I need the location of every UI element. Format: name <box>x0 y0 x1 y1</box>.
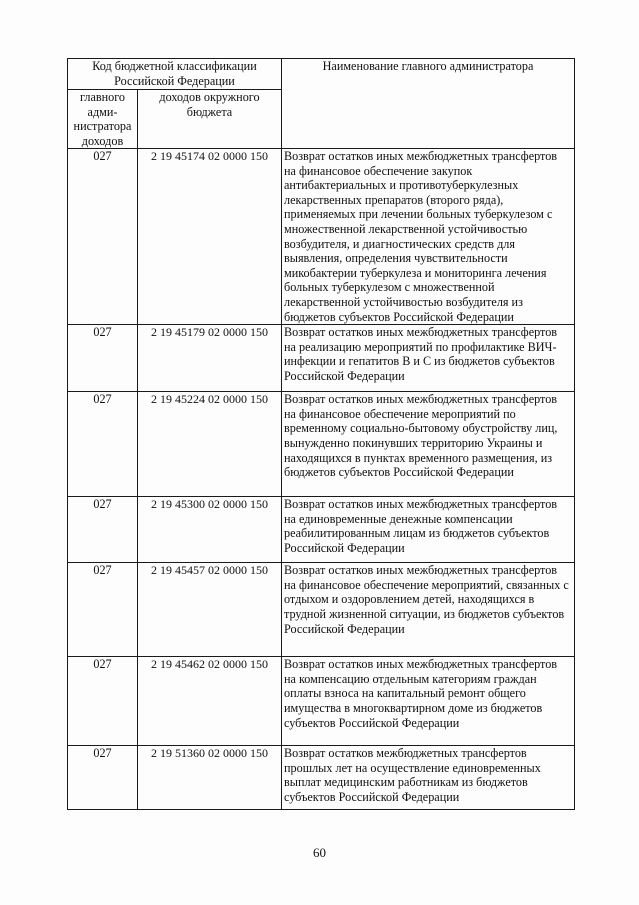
table-row <box>68 497 575 563</box>
table-row <box>68 325 575 392</box>
budget-code-cell: 2 19 45457 02 0000 150 <box>138 563 282 657</box>
administrator-name-cell: Возврат остатков иных межбюджетных трансфертов на компенсацию отдельным категориям граждан оплаты взноса на капитальный ремонт общего имущества в многоквартирном доме из бюджетов субъектов Российской Федерации <box>282 657 575 746</box>
admin-code-cell: 027 <box>68 746 138 810</box>
page-number: 60 <box>313 845 326 860</box>
main-administrator-header: главного адми-нистратора доходов <box>68 90 138 149</box>
admin-code-cell: 027 <box>68 657 138 746</box>
district-budget-income-header: доходов окружного бюджета <box>138 90 282 149</box>
administrator-name-cell: Возврат остатков иных межбюджетных трансфертов на финансовое обеспечение мероприятий по временному социально-бытовому обустройству лиц, вынужденно покинувших территорию Украины и находящихся в пунктах временного размещения, из бюджетов субъектов Российской Федерации <box>282 392 575 497</box>
budget-code-cell: 2 19 45179 02 0000 150 <box>138 325 282 392</box>
budget-code-cell: 2 19 51360 02 0000 150 <box>138 746 282 810</box>
administrator-name-cell: Возврат остатков иных межбюджетных трансфертов на финансовое обеспечение мероприятий, связанных с отдыхом и оздоровлением детей, находящихся в трудной жизненной ситуации, из бюджетов субъектов Российской Федерации <box>282 563 575 657</box>
administrator-name-cell: Возврат остатков иных межбюджетных трансфертов на реализацию мероприятий по профилактике ВИЧ-инфекции и гепатитов B и C из бюджетов субъектов Российской Федерации <box>282 325 575 392</box>
admin-code-cell: 027 <box>68 392 138 497</box>
table-row <box>68 657 575 746</box>
administrator-name-cell: Возврат остатков иных межбюджетных трансфертов на единовременные денежные компенсации реабилитированным лицам из бюджетов субъектов Российской Федерации <box>282 497 575 563</box>
budget-code-cell: 2 19 45462 02 0000 150 <box>138 657 282 746</box>
table-row <box>68 149 575 325</box>
budget-code-cell: 2 19 45300 02 0000 150 <box>138 497 282 563</box>
table-row <box>68 563 575 657</box>
administrator-name-header: Наименование главного администратора <box>282 59 575 149</box>
table-row <box>68 392 575 497</box>
budget-classification-table <box>67 58 575 810</box>
budget-code-cell: 2 19 45174 02 0000 150 <box>138 149 282 325</box>
admin-code-cell: 027 <box>68 563 138 657</box>
table-row <box>68 746 575 810</box>
admin-code-cell: 027 <box>68 149 138 325</box>
administrator-name-cell: Возврат остатков межбюджетных трансфертов прошлых лет на осуществление единовременных выплат медицинским работникам из бюджетов субъектов Российской Федерации <box>282 746 575 810</box>
budget-code-cell: 2 19 45224 02 0000 150 <box>138 392 282 497</box>
administrator-name-cell: Возврат остатков иных межбюджетных трансфертов на финансовое обеспечение закупок антибактериальных и противотуберкулезных лекарственных препаратов (второго ряда), применяемых при лечении больных туберкулезом с множественной лекарственной устойчивостью возбудителя, и диагностических средств для выявления, определения чувствительности микобактерии туберкулеза и мониторинга лечения больных туберкулезом с множественной лекарственной устойчивостью возбудителя из бюджетов субъектов Российской Федерации <box>282 149 575 325</box>
budget-code-header: Код бюджетной классификации Российской Федерации <box>68 59 282 90</box>
admin-code-cell: 027 <box>68 325 138 392</box>
admin-code-cell: 027 <box>68 497 138 563</box>
